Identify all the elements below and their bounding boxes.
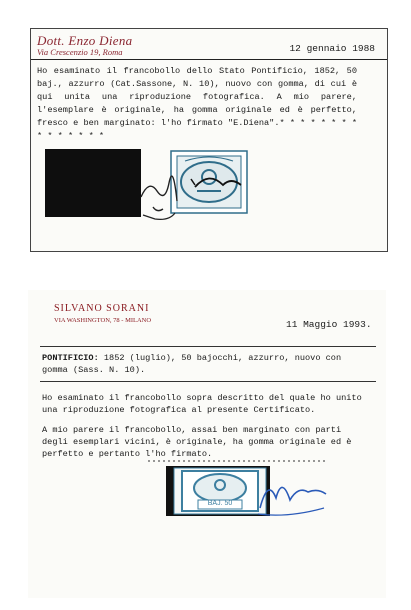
expert-name: SILVANO SORANI (54, 303, 150, 314)
paragraph-examination: Ho esaminato il francobollo sopra descritto del quale ho unito una riproduzione fotografica al presente Certificato. (42, 393, 367, 415)
expert-address: Via Crescenzio 19, Roma (37, 47, 123, 57)
stamp-image (148, 458, 338, 520)
stamp-value-label: BAJ. 50 (207, 500, 233, 507)
certificate-date: 11 Maggio 1993. (286, 319, 372, 330)
description-bottom-rule (40, 381, 376, 382)
stamp-description (42, 352, 372, 376)
stamp-photo (148, 458, 338, 520)
description-label: PONTIFICIO: (42, 353, 99, 363)
expert-address: VIA WASHINGTON, 78 - MILANO (54, 317, 152, 324)
description-text: 1852 (luglio), 50 bajocchi, azzurro, nuovo con gomma (Sass. N. 10). (42, 353, 347, 375)
header-divider (31, 59, 387, 60)
description-top-rule (40, 346, 376, 347)
stamp-image (45, 147, 325, 235)
stamp-photo (45, 147, 325, 235)
expert-name: Dott. Enzo Diena (37, 33, 133, 48)
certificate-sorani (28, 290, 386, 598)
certificate-diena (30, 28, 388, 252)
certificate-date: 12 gennaio 1988 (289, 43, 375, 54)
paragraph-opinion: A mio parere il francobollo, assai ben marginato con parti degli esemplari vicini, è originale, ha gomma originale ed è perfetto e pertanto l'ho firmato. (42, 425, 357, 459)
certificate-text: Ho esaminato il francobollo dello Stato Pontificio, 1852, 50 baj., azzurro (Cat.Sassone, N. 10), nuovo con gomma, di cui è qui unita una riproduzione fotografica. A mio parere, l'esemplare è originale, ha gomma originale ed è perfetto, fresco e ben marginato: l'ho firmato "E.Diena".* * * * * * * * * * * * * * * (37, 66, 363, 141)
